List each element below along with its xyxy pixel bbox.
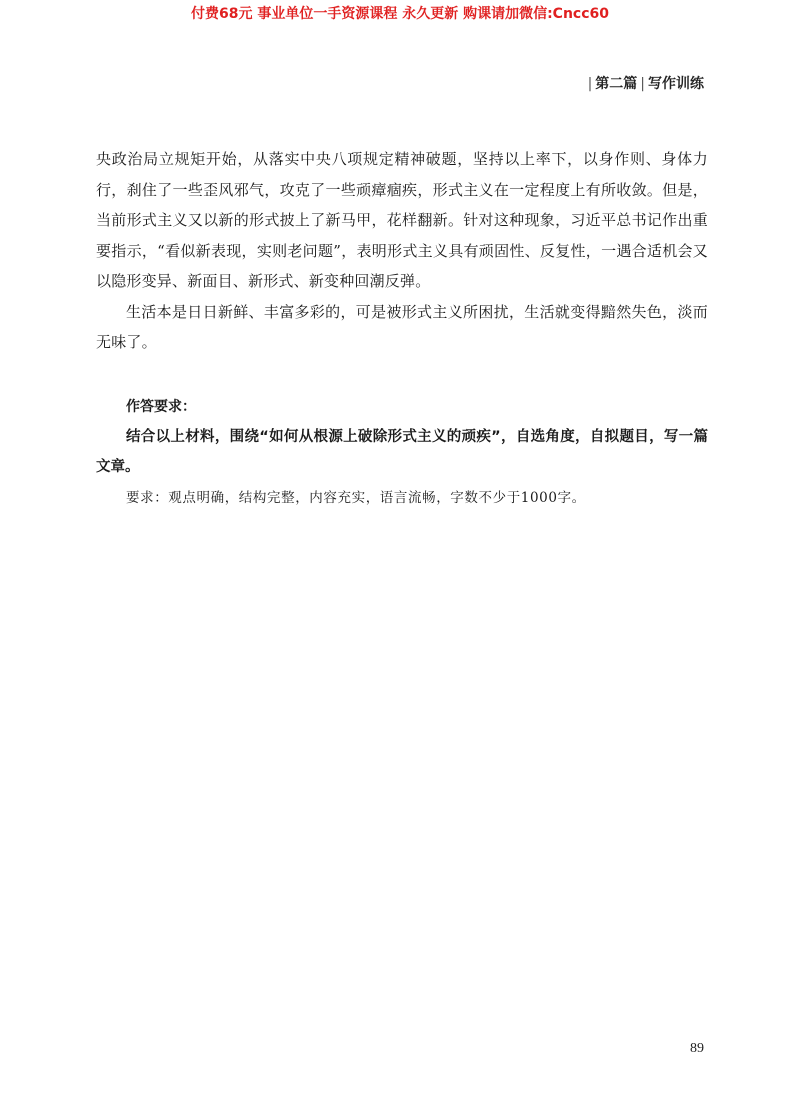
writing-task: 结合以上材料，围绕“如何从根源上破除形式主义的顽疾”，自选角度，自拟题目，写一篇文章。 [96, 428, 708, 475]
header-separator: | [587, 76, 593, 92]
body-paragraph-continued: 央政治局立规矩开始，从落实中央八项规定精神破题，坚持以上率下，以身作则、身体力行，刹住了一些歪风邪气，攻克了一些顽瘴痼疾，形式主义在一定程度上有所收敛。但是，当前形式主义又以新的形式披上了新马甲，花样翻新。针对这种现象，习近平总书记作出重要指示，“看似新表现，实则老问题”，表明形式主义具有顽固性、反复性，一遇合适机会又以隐形变异、新面目、新形式、新变种回潮反弹。 [96, 150, 708, 290]
section-spacer [96, 358, 708, 392]
writing-requirements: 要求：观点明确，结构完整，内容充实，语言流畅，字数不少于1000字。 [126, 489, 586, 506]
page-content [96, 144, 708, 513]
header-part: 第二篇 [595, 76, 638, 92]
running-header [585, 74, 704, 94]
answer-requirements-title: 作答要求： [126, 398, 196, 415]
watermark-banner: 付费68元 事业单位一手资源课程 永久更新 购课请加微信:Cncc60 [190, 6, 610, 22]
header-separator: | [640, 76, 645, 92]
body-paragraph: 生活本是日日新鲜、丰富多彩的，可是被形式主义所困扰，生活就变得黯然失色，淡而无味了。 [96, 302, 708, 351]
page-number: 89 [690, 1041, 704, 1056]
header-section: 写作训练 [648, 76, 704, 92]
